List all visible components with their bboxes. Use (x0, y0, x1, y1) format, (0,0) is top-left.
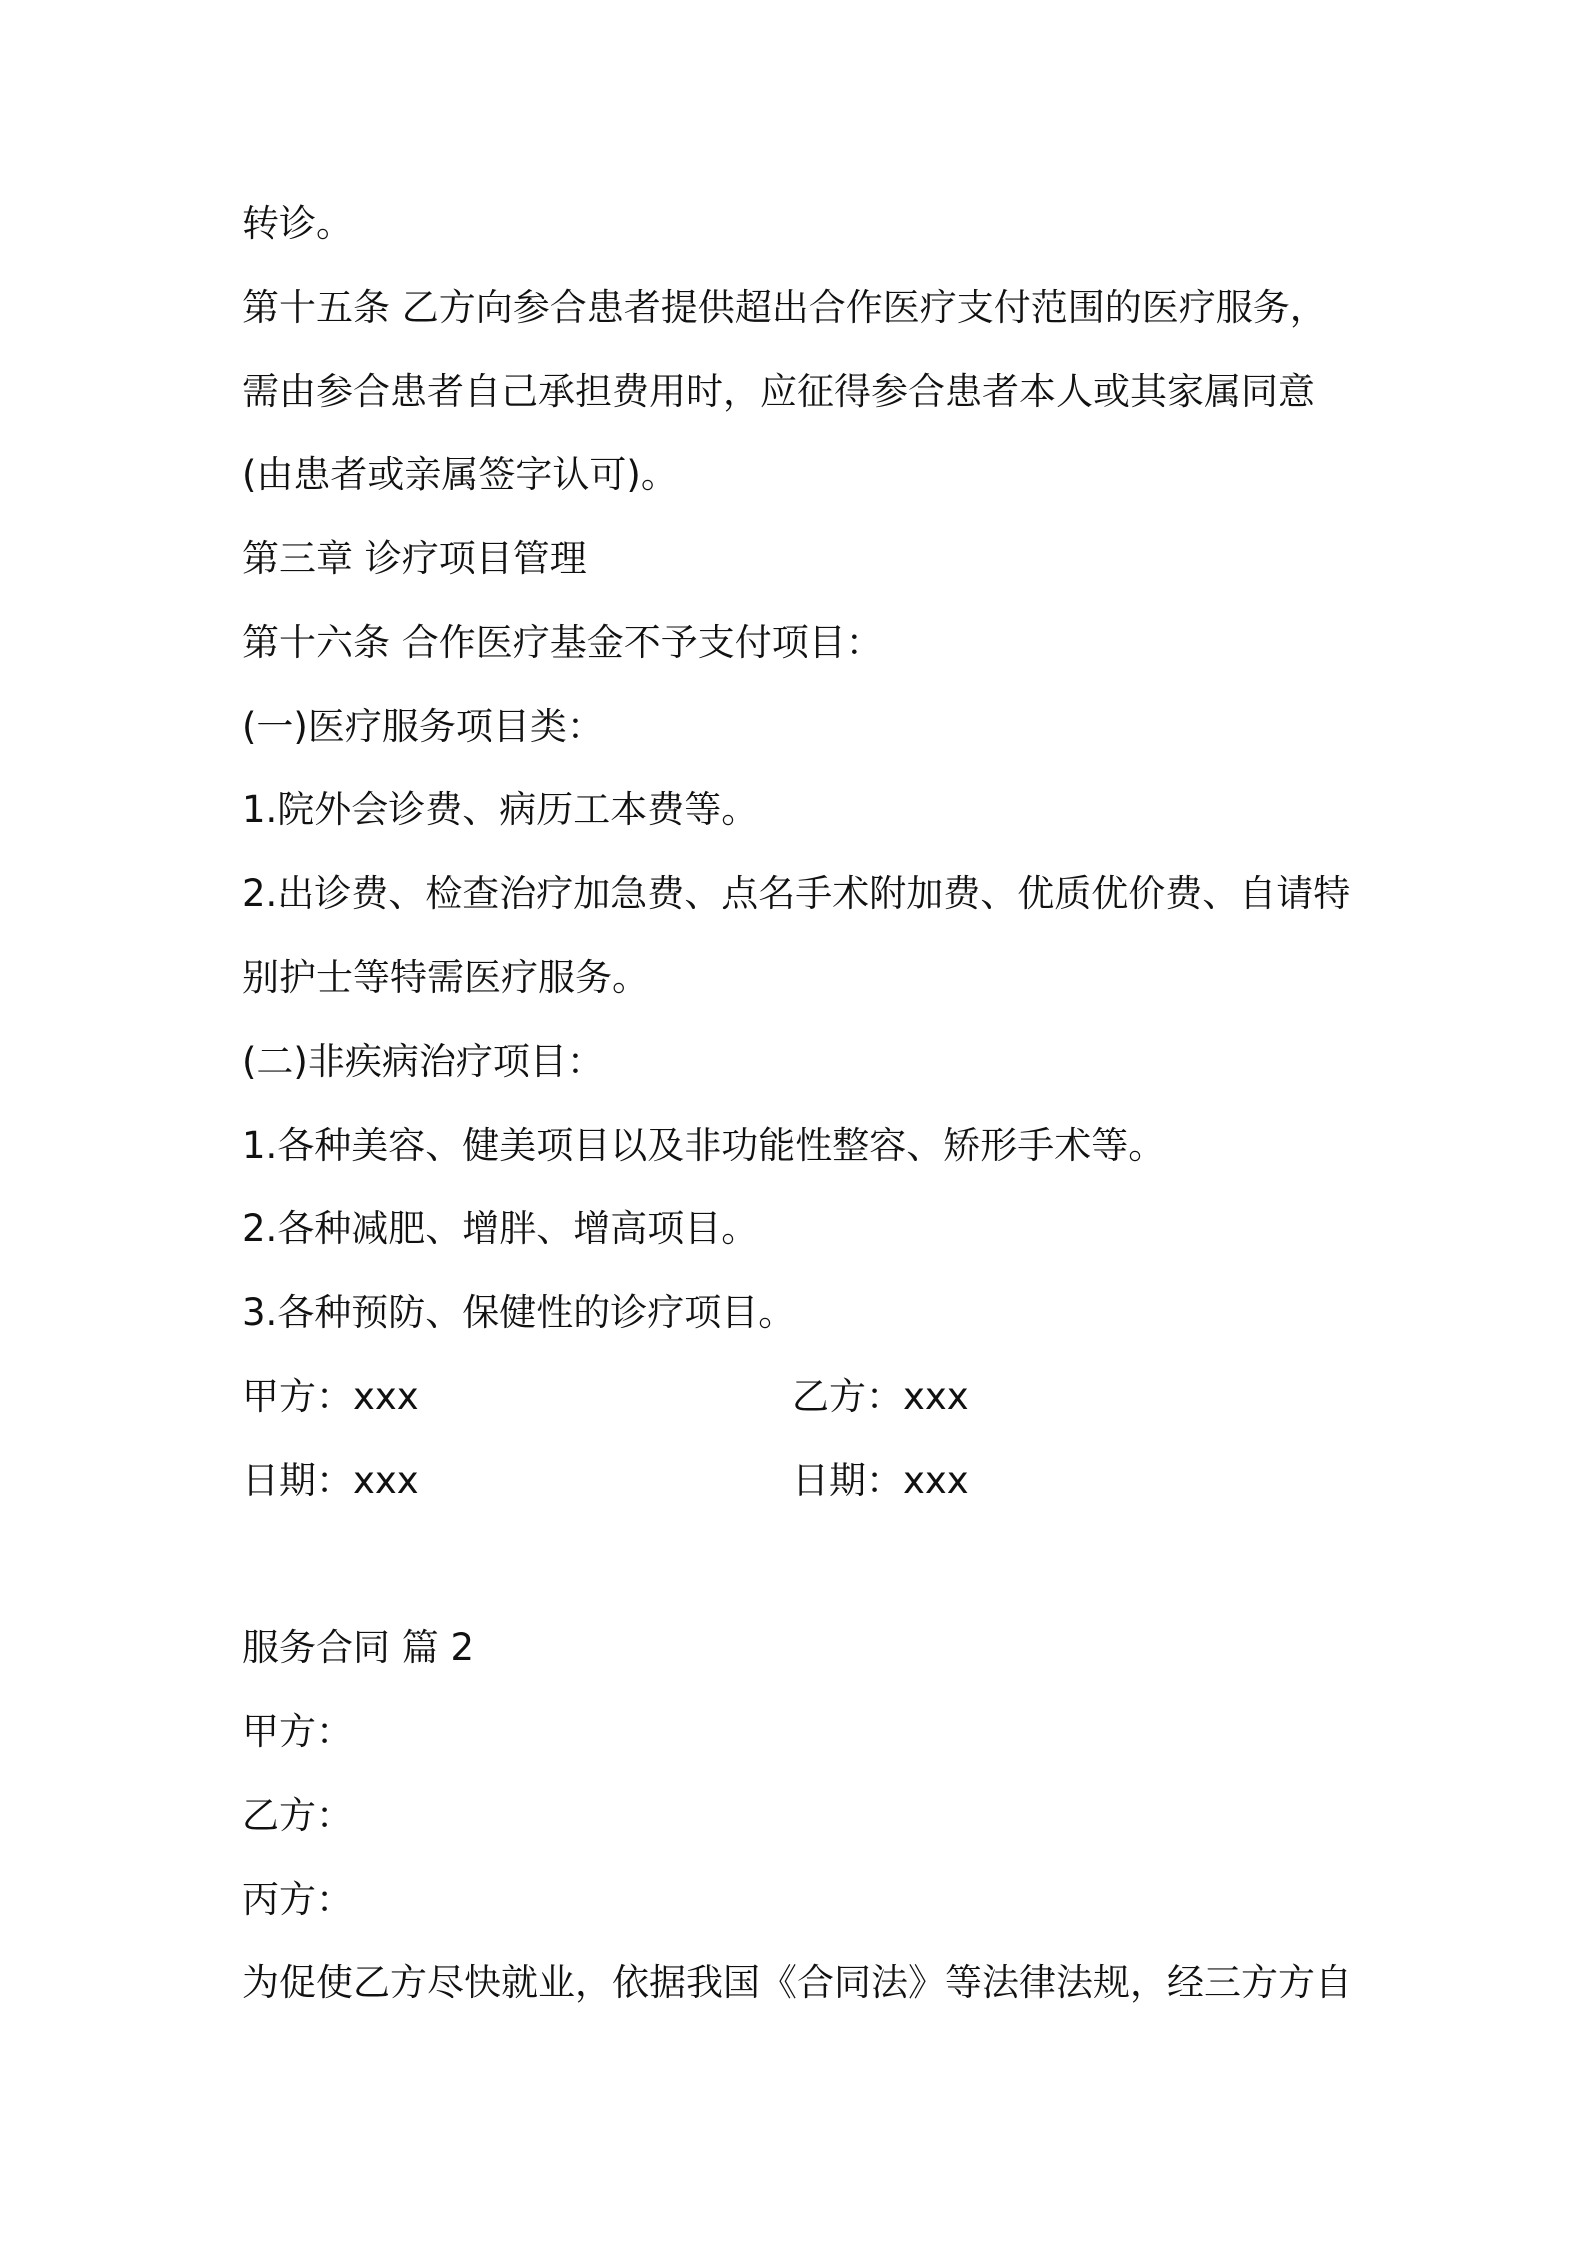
article-15-line-1: 第十五条 乙方向参合患者提供超出合作医疗支付范围的医疗服务， (242, 286, 1327, 329)
signature-party-a: 甲方：xxx (242, 1375, 419, 1418)
section-2-party-c: 丙方： (242, 1878, 353, 1921)
category-2-item-3: 3.各种预防、保健性的诊疗项目。 (242, 1291, 796, 1334)
category-2-heading: (二)非疾病治疗项目： (242, 1040, 604, 1083)
article-15-line-3: (由患者或亲属签字认可)。 (242, 453, 678, 496)
signature-party-b: 乙方：xxx (792, 1375, 969, 1418)
category-1-item-2-line-2: 别护士等特需医疗服务。 (242, 956, 649, 999)
signature-date-b: 日期：xxx (792, 1459, 969, 1502)
category-1-item-2-line-1: 2.出诊费、检查治疗加急费、点名手术附加费、优质优价费、自请特 (242, 872, 1351, 915)
section-2-title: 服务合同 篇 2 (242, 1626, 475, 1669)
section-2-party-b: 乙方： (242, 1794, 353, 1837)
signature-date-a: 日期：xxx (242, 1459, 419, 1502)
section-2-party-a: 甲方： (242, 1710, 353, 1753)
paragraph-line: 转诊。 (242, 202, 353, 245)
section-2-intro: 为促使乙方尽快就业，依据我国《合同法》等法律法规，经三方方自 (242, 1961, 1352, 2004)
category-1-item-1: 1.院外会诊费、病历工本费等。 (242, 788, 759, 831)
category-2-item-1: 1.各种美容、健美项目以及非功能性整容、矫形手术等。 (242, 1124, 1166, 1167)
category-1-heading: (一)医疗服务项目类： (242, 705, 604, 748)
chapter-3-heading: 第三章 诊疗项目管理 (242, 537, 587, 580)
article-15-line-2: 需由参合患者自己承担费用时，应征得参合患者本人或其家属同意 (242, 370, 1315, 413)
article-16-heading: 第十六条 合作医疗基金不予支付项目： (242, 621, 883, 664)
category-2-item-2: 2.各种减肥、增胖、增高项目。 (242, 1207, 759, 1250)
